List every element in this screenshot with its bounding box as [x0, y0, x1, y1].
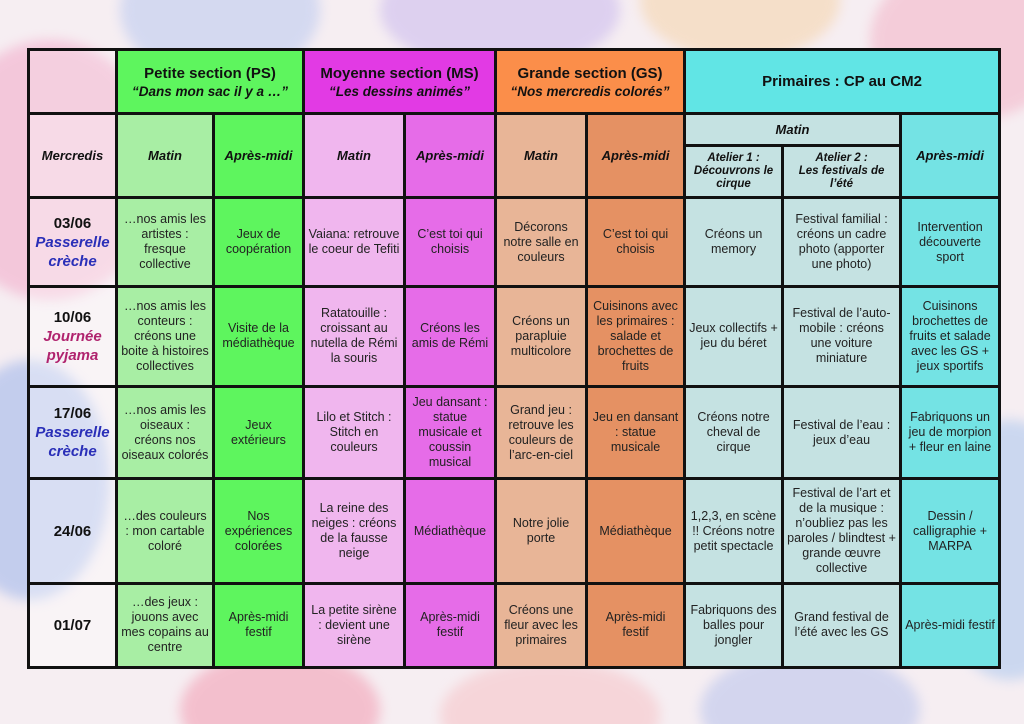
date-cell: [29, 479, 117, 583]
ms-apres-midi-cell: Après-midi festif: [405, 583, 496, 667]
primaires-title: Primaires : CP au CM2: [762, 73, 922, 91]
atelier-2-cell: Festival de l’auto-mobile : créons une voiture miniature: [783, 286, 901, 386]
gs-title: Grande section (GS): [517, 64, 663, 82]
primaires-apres-midi-header: [901, 114, 1000, 198]
table-row: [29, 198, 1000, 286]
table-row: [29, 479, 1000, 583]
ps-matin-cell: …nos amis les artistes : fresque collective: [117, 198, 214, 286]
matin-label: Matin: [775, 121, 810, 137]
ps-apres-midi-cell: Après-midi festif: [214, 583, 304, 667]
date-cell: [29, 198, 117, 286]
atelier-1-cell: Créons notre cheval de cirque: [685, 387, 783, 479]
gs-apres-midi-cell: Après-midi festif: [587, 583, 685, 667]
gs-matin-cell: Notre jolie porte: [496, 479, 587, 583]
corner-cell: [29, 50, 117, 114]
gs-header: [496, 50, 685, 114]
gs-matin-cell: Créons une fleur avec les primaires: [496, 583, 587, 667]
apres-midi-label: Après-midi: [224, 147, 293, 163]
primaires-apres-midi-cell: Cuisinons brochettes de fruits et salade avec les GS + jeux sportifs: [901, 286, 1000, 386]
gs-theme: “Nos mercredis colorés”: [510, 83, 670, 99]
ms-apres-midi-cell: Jeu dansant : statue musicale et coussin musical: [405, 387, 496, 479]
ps-apres-midi-cell: Jeux extérieurs: [214, 387, 304, 479]
gs-apres-midi-cell: Médiathèque: [587, 479, 685, 583]
gs-apres-midi-cell: Jeu en dansant : statue musicale: [587, 387, 685, 479]
primaires-apres-midi-cell: Intervention découverte sport: [901, 198, 1000, 286]
ms-matin-cell: Vaiana: retrouve le coeur de Tefiti: [304, 198, 405, 286]
atelier-2-cell: Festival familial : créons un cadre photo (apporter une photo): [783, 198, 901, 286]
table-row: [29, 387, 1000, 479]
ps-apres-midi-cell: Visite de la médiathèque: [214, 286, 304, 386]
matin-label: Matin: [524, 147, 558, 163]
date: 17/06: [53, 405, 92, 423]
ps-apres-midi-cell: Jeux de coopération: [214, 198, 304, 286]
gs-matin-cell: Créons un parapluie multicolore: [496, 286, 587, 386]
gs-matin-header: [496, 114, 587, 198]
matin-label: Matin: [337, 147, 371, 163]
atelier-2-header: [783, 146, 901, 198]
table-row: [29, 583, 1000, 667]
apres-midi-label: Après-midi: [916, 147, 984, 163]
ms-matin-header: [304, 114, 405, 198]
apres-midi-label: Après-midi: [416, 147, 484, 163]
ps-matin-header: [117, 114, 214, 198]
ps-header: [117, 50, 304, 114]
ms-matin-cell: Lilo et Stitch : Stitch en couleurs: [304, 387, 405, 479]
atelier-2-title: Atelier 2 :: [815, 152, 868, 165]
ms-theme: “Les dessins animés”: [328, 83, 471, 99]
primaires-matin-header: [685, 114, 901, 146]
gs-apres-midi-cell: Cuisinons avec les primaires : salade et brochettes de fruits: [587, 286, 685, 386]
gs-apres-midi-cell: C’est toi qui choisis: [587, 198, 685, 286]
primaires-header: [685, 50, 1000, 114]
atelier-1-title: Atelier 1 :: [707, 152, 760, 165]
event-label: Passerelle crèche: [35, 424, 110, 461]
mercredis-label: Mercredis: [41, 147, 104, 163]
ps-matin-cell: …nos amis les conteurs : créons une boite à histoires collectives: [117, 286, 214, 386]
date: 03/06: [53, 214, 92, 232]
ps-theme: “Dans mon sac il y a …”: [131, 83, 289, 99]
gs-matin-cell: Décorons notre salle en couleurs: [496, 198, 587, 286]
ms-matin-cell: La reine des neiges : créons de la fausse neige: [304, 479, 405, 583]
ps-title: Petite section (PS): [144, 64, 276, 82]
ms-apres-midi-cell: Créons les amis de Rémi: [405, 286, 496, 386]
ms-apres-midi-cell: Médiathèque: [405, 479, 496, 583]
gs-apres-midi-header: [587, 114, 685, 198]
date: 01/07: [53, 616, 92, 634]
ms-title: Moyenne section (MS): [320, 64, 479, 82]
table-row: [29, 286, 1000, 386]
atelier-1-cell: Créons un memory: [685, 198, 783, 286]
ms-apres-midi-cell: C’est toi qui choisis: [405, 198, 496, 286]
atelier-1-cell: 1,2,3, en scène !! Créons notre petit spectacle: [685, 479, 783, 583]
ps-matin-cell: …des jeux : jouons avec mes copains au centre: [117, 583, 214, 667]
gs-matin-cell: Grand jeu : retrouve les couleurs de l’arc-en-ciel: [496, 387, 587, 479]
atelier-2-cell: Grand festival de l’été avec les GS: [783, 583, 901, 667]
planning-table: [27, 48, 1001, 669]
primaires-apres-midi-cell: Après-midi festif: [901, 583, 1000, 667]
header-row: [29, 50, 1000, 114]
date-cell: [29, 387, 117, 479]
ms-apres-midi-header: [405, 114, 496, 198]
ps-matin-cell: …des couleurs : mon cartable coloré: [117, 479, 214, 583]
ps-matin-cell: …nos amis les oiseaux : créons nos oiseaux colorés: [117, 387, 214, 479]
date-cell: [29, 583, 117, 667]
date: 24/06: [53, 522, 92, 540]
date: 10/06: [53, 308, 92, 326]
mercredis-label-cell: [29, 114, 117, 198]
ps-apres-midi-header: [214, 114, 304, 198]
event-label: Journée pyjama: [43, 327, 102, 364]
date-cell: [29, 286, 117, 386]
atelier-1-cell: Fabriquons des balles pour jongler: [685, 583, 783, 667]
ps-apres-midi-cell: Nos expériences colorées: [214, 479, 304, 583]
matin-label: Matin: [148, 147, 182, 163]
ms-header: [304, 50, 496, 114]
atelier-1-cell: Jeux collectifs + jeu du béret: [685, 286, 783, 386]
apres-midi-label: Après-midi: [601, 147, 670, 163]
event-label: Passerelle crèche: [35, 233, 110, 270]
primaires-apres-midi-cell: Fabriquons un jeu de morpion + fleur en laine: [901, 387, 1000, 479]
ms-matin-cell: La petite sirène : devient une sirène: [304, 583, 405, 667]
ms-matin-cell: Ratatouille : croissant au nutella de Rémi la souris: [304, 286, 405, 386]
atelier-1-name: Découvrons le cirque: [693, 165, 774, 191]
atelier-2-name: Les festivals de l’été: [798, 165, 885, 191]
atelier-2-cell: Festival de l’art et de la musique : n’oubliez pas les paroles / blindtest + grande œuvre collective: [783, 479, 901, 583]
atelier-1-header: [685, 146, 783, 198]
primaires-apres-midi-cell: Dessin / calligraphie + MARPA: [901, 479, 1000, 583]
atelier-2-cell: Festival de l’eau : jeux d’eau: [783, 387, 901, 479]
